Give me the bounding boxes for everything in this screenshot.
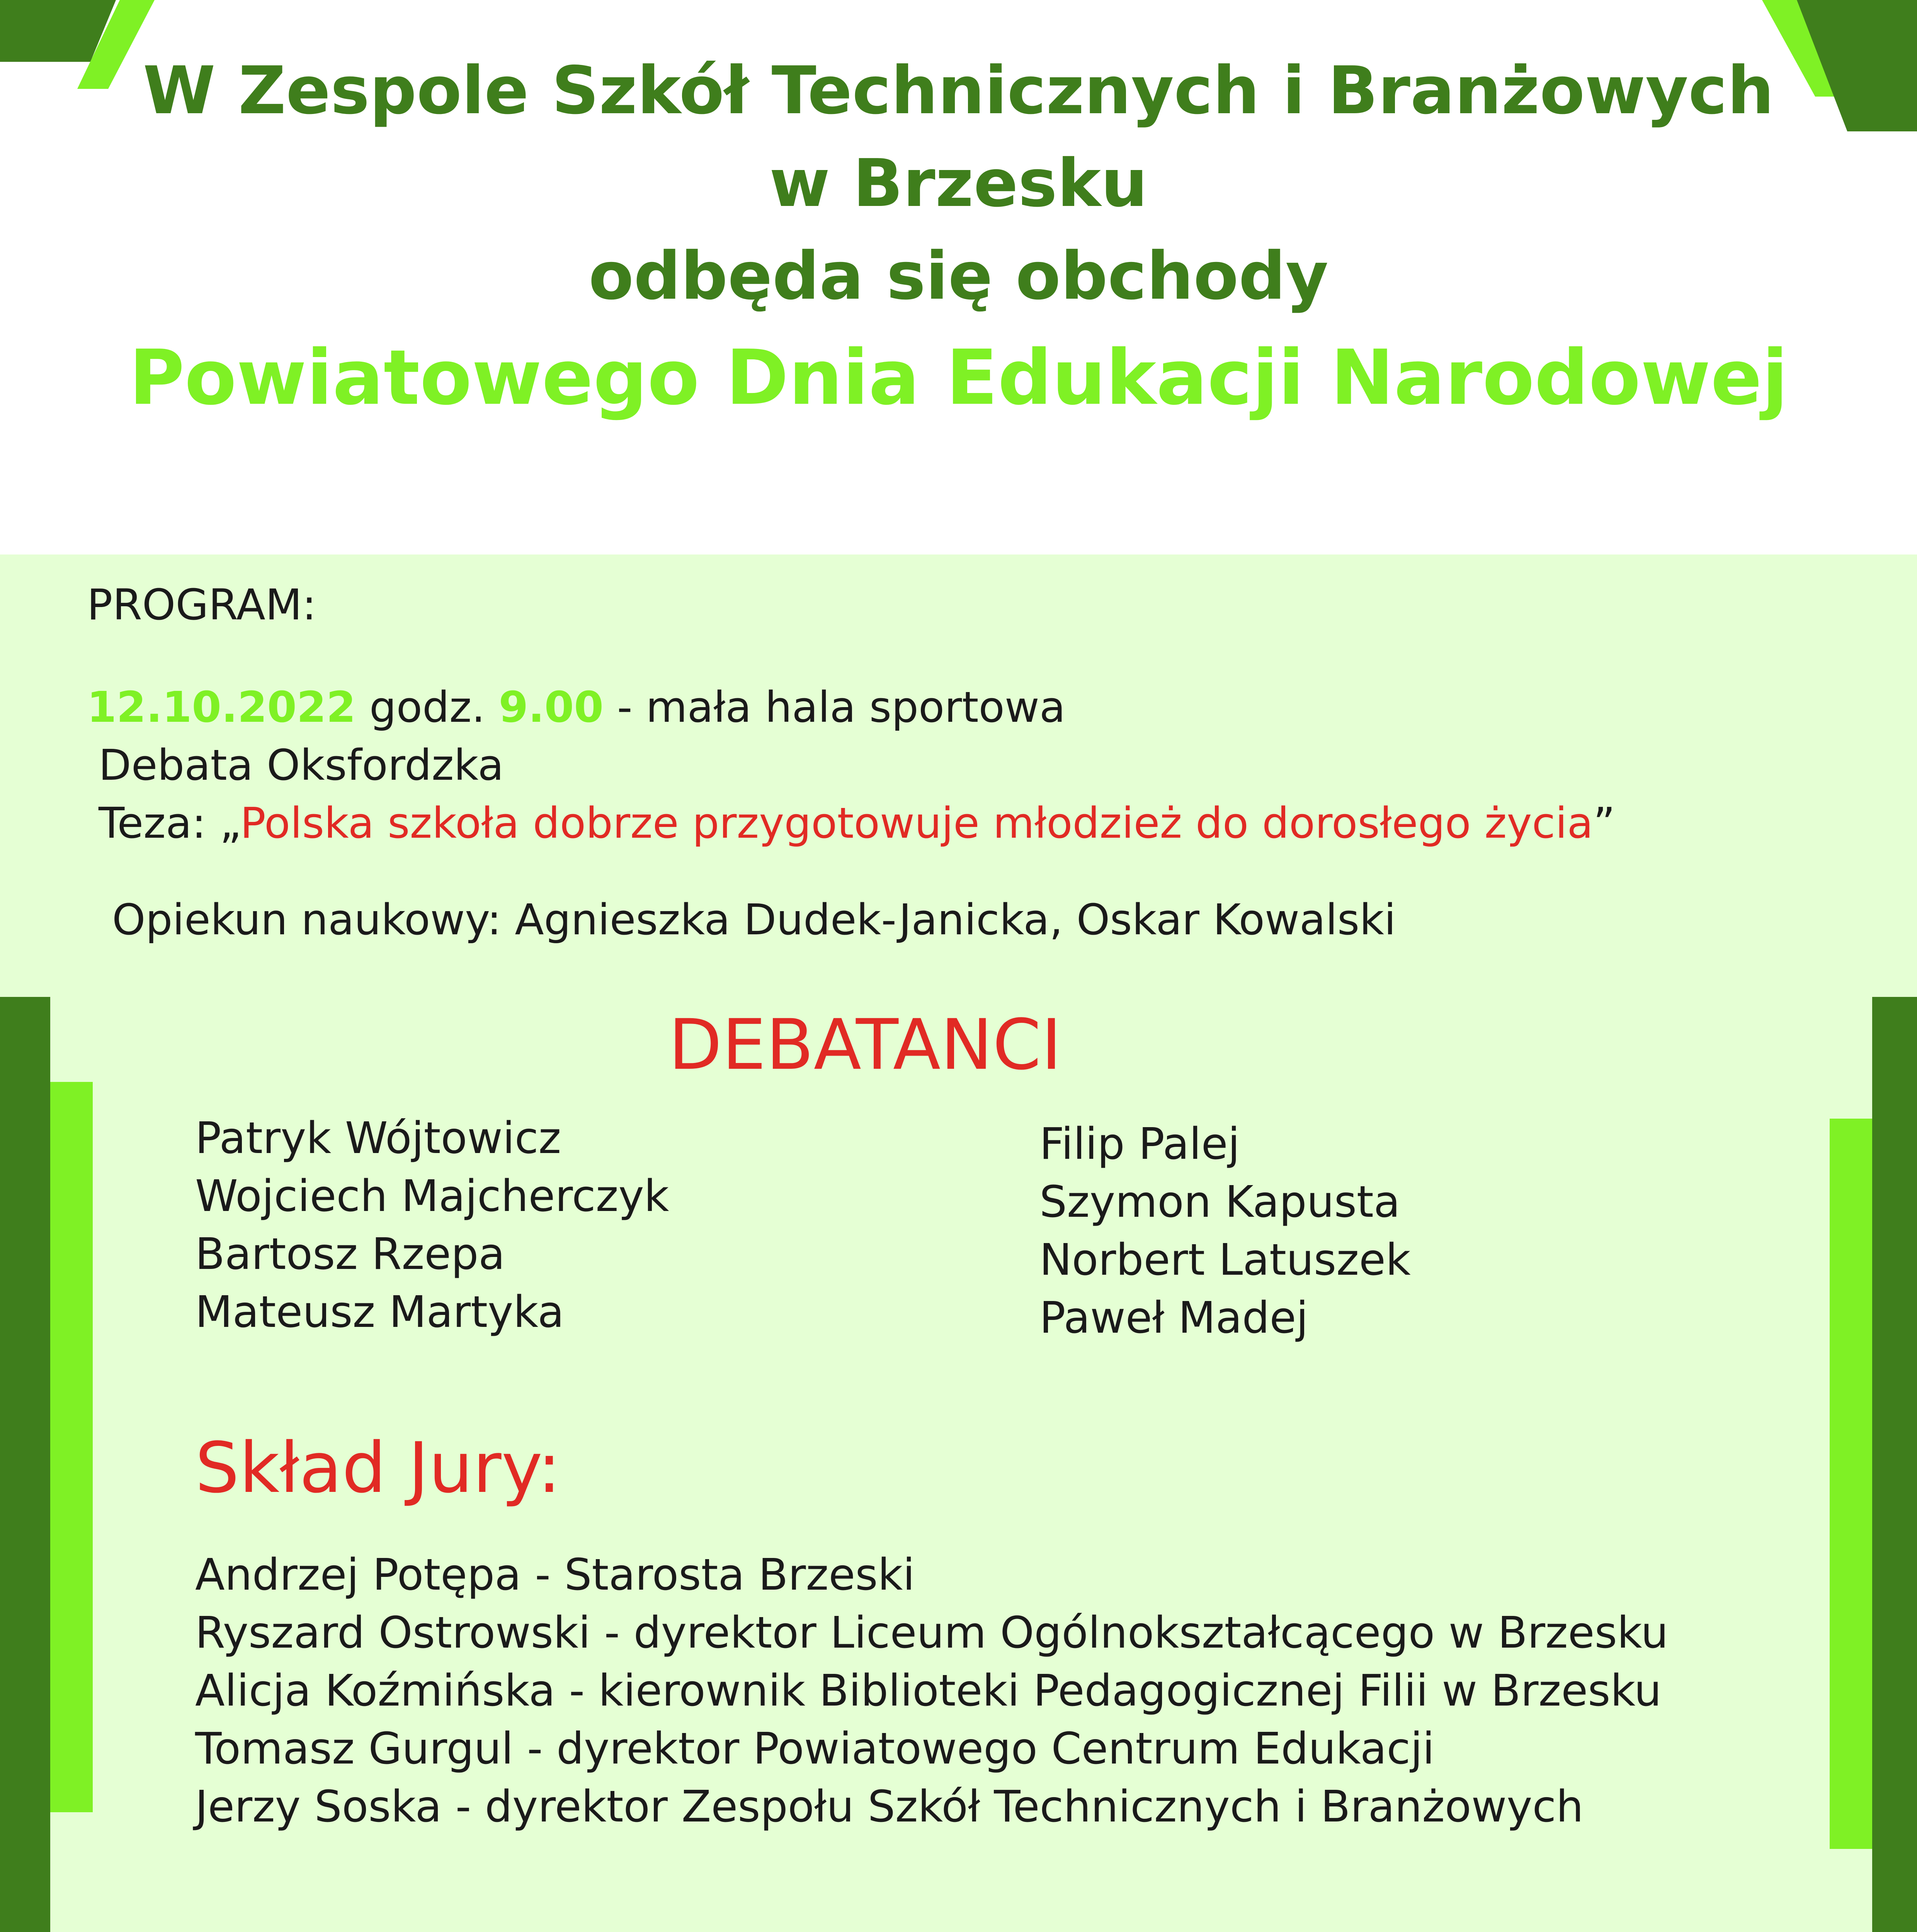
debater-left-1: Patryk Wójtowicz: [195, 1113, 561, 1163]
event1-supervisor: Opiekun naukowy: Agnieszka Dudek-Janicka, Oskar Kowalski: [112, 895, 1396, 944]
event1-thesis: [99, 798, 1615, 848]
header-line-3: odbęda się obchody: [589, 238, 1328, 315]
side-bar-right-dark: [1872, 997, 1917, 1932]
jury-heading: Skład Jury:: [195, 1428, 561, 1509]
header-line-2: w Brzesku: [769, 145, 1148, 222]
debater-right-2: Szymon Kapusta: [1039, 1177, 1400, 1227]
event1-date: 12.10.2022: [87, 682, 356, 732]
thesis-label: Teza:: [99, 798, 206, 848]
thesis-close-quote: ”: [1593, 798, 1615, 848]
event1-time: 9.00: [498, 682, 604, 732]
thesis-text: Polska szkoła dobrze przygotowuje młodzież do dorosłego życia: [240, 798, 1593, 848]
side-bar-left-dark: [0, 997, 50, 1932]
program-label: PROGRAM:: [87, 580, 316, 629]
jury-member-1: Andrzej Potępa - Starosta Brzeski: [195, 1550, 915, 1600]
thesis-open-quote: „: [219, 798, 240, 848]
jury-member-4: Tomasz Gurgul - dyrektor Powiatowego Centrum Edukacji: [195, 1724, 1435, 1774]
debater-right-4: Paweł Madej: [1039, 1293, 1308, 1343]
header-line-4: Powiatowego Dnia Edukacji Narodowej: [129, 334, 1788, 422]
jury-member-2: Ryszard Ostrowski - dyrektor Liceum Ogólnokształcącego w Brzesku: [195, 1608, 1669, 1658]
side-bar-right-lime: [1830, 1119, 1872, 1849]
event1-line: [87, 682, 1066, 732]
jury-member-3: Alicja Koźmińska - kierownik Biblioteki Pedagogicznej Filii w Brzesku: [195, 1666, 1662, 1716]
event1-place: - mała hala sportowa: [617, 682, 1066, 732]
debater-right-3: Norbert Latuszek: [1039, 1235, 1411, 1285]
debater-left-2: Wojciech Majcherczyk: [195, 1171, 669, 1221]
debater-left-4: Mateusz Martyka: [195, 1287, 564, 1337]
event1-godz: godz.: [369, 682, 485, 732]
debater-left-3: Bartosz Rzepa: [195, 1229, 505, 1279]
header-line-1: W Zespole Szkół Technicznych i Branżowych: [143, 53, 1774, 129]
side-bar-left-lime: [50, 1082, 93, 1812]
debaters-heading: DEBATANCI: [668, 1005, 1062, 1085]
event1-title: Debata Oksfordzka: [99, 740, 504, 790]
debater-right-1: Filip Palej: [1039, 1119, 1240, 1169]
jury-member-5: Jerzy Soska - dyrektor Zespołu Szkół Technicznych i Branżowych: [195, 1782, 1584, 1832]
